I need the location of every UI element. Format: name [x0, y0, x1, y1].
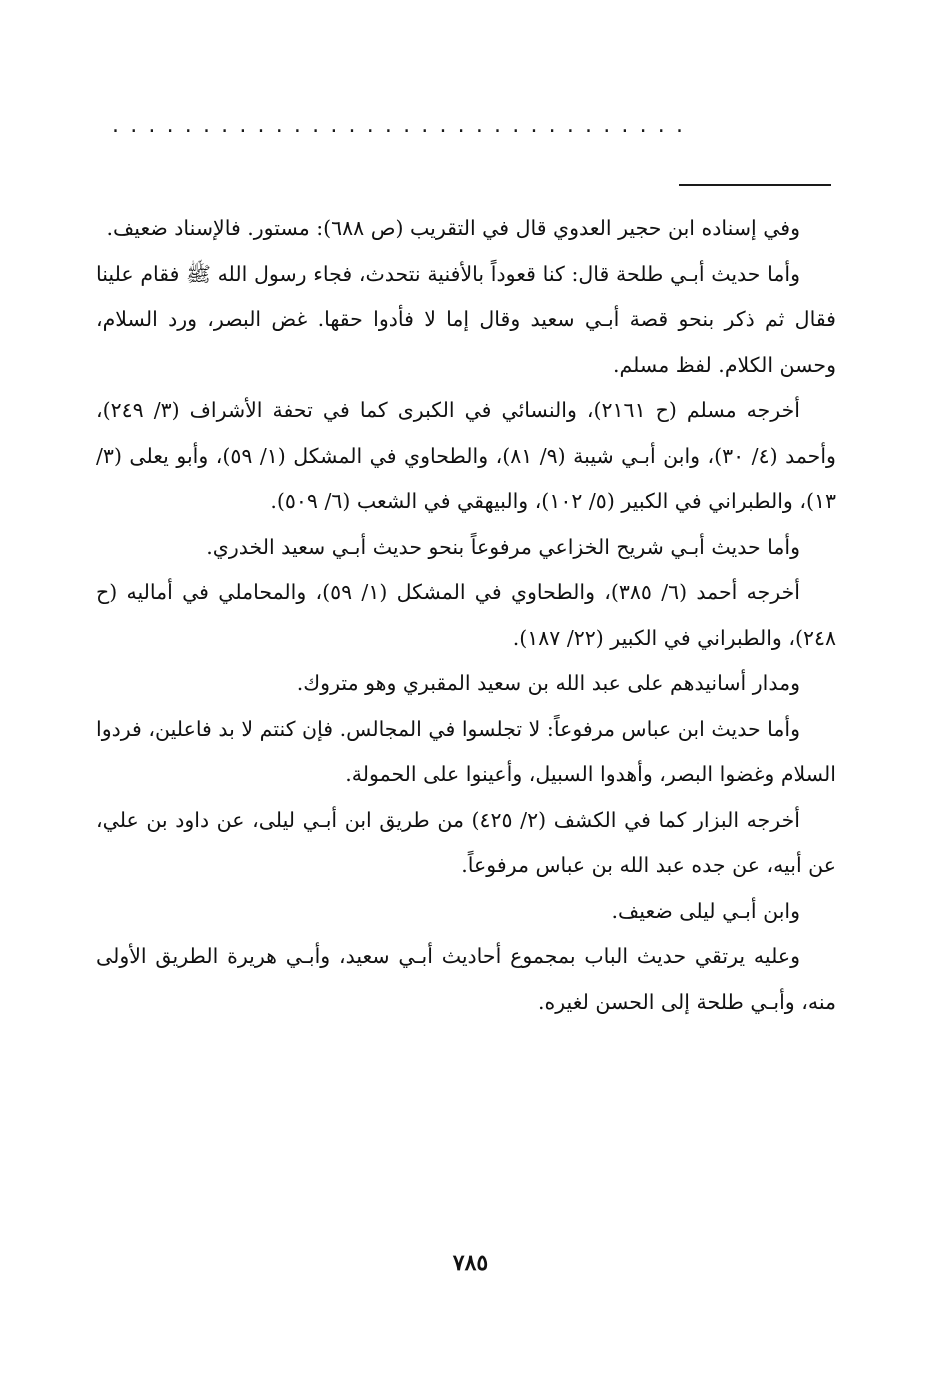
paragraph: وأما حديث أبـي طلحة قال: كنا قعوداً بالأفنية نتحدث، فجاء رسول الله ﷺ فقام علينا فقال ثم ذكر بنحو قصة أبـي سعيد وقال إما لا فأدوا حقها. غض البصر، ورد السلام، وحسن الكلام. لفظ مسلم. [96, 261, 836, 377]
paragraph: وأما حديث أبـي شريح الخزاعي مرفوعاً بنحو حديث أبـي سعيد الخدري. [206, 534, 800, 559]
page-number: ٧٨٥ [452, 1250, 489, 1276]
paragraph: وأما حديث ابن عباس مرفوعاً: لا تجلسوا في المجالس. فإن كنتم لا بد فاعلين، فردوا السلام وغضوا البصر، وأهدوا السبيل، وأعينوا على الحمولة. [96, 716, 836, 786]
paragraph: أخرجه مسلم (ح ٢١٦١)، والنسائي في الكبرى كما في تحفة الأشراف (٣/ ٢٤٩)، وأحمد (٤/ ٣٠)، وابن أبـي شيبة (٩/ ٨١)، والطحاوي في المشكل (١/ ٥٩)، وأبو يعلى (٣/ ١٣)، والطبراني في الكبير (٥/ ١٠٢)، والبيهقي في الشعب (٦/ ٥٠٩). [96, 398, 836, 513]
footnote-rule [679, 184, 831, 186]
paragraph: وابن أبـي ليلى ضعيف. [611, 898, 800, 923]
footnote-body [96, 206, 836, 1025]
paragraph: وفي إسناده ابن حجير العدوي قال في التقريب (ص ٦٨٨): مستور. فالإسناد ضعيف. [106, 216, 800, 240]
dotted-separator: ................................ [112, 116, 695, 136]
paragraph: ومدار أسانيدهم على عبد الله بن سعيد المقبري وهو متروك. [296, 671, 800, 695]
paragraph: وعليه يرتقي حديث الباب بمجموع أحاديث أبـي سعيد، وأبـي هريرة الطريق الأولى منه، وأبـي طلحة إلى الحسن لغيره. [96, 944, 836, 1014]
paragraph: أخرجه البزار كما في الكشف (٢/ ٤٢٥) من طريق ابن أبـي ليلى، عن داود بن علي، عن أبيه، عن جده عبد الله بن عباس مرفوعاً. [96, 807, 836, 877]
paragraph: أخرجه أحمد (٦/ ٣٨٥)، والطحاوي في المشكل (١/ ٥٩)، والمحاملي في أماليه (ح ٢٤٨)، والطبراني في الكبير (٢٢/ ١٨٧). [96, 580, 836, 650]
